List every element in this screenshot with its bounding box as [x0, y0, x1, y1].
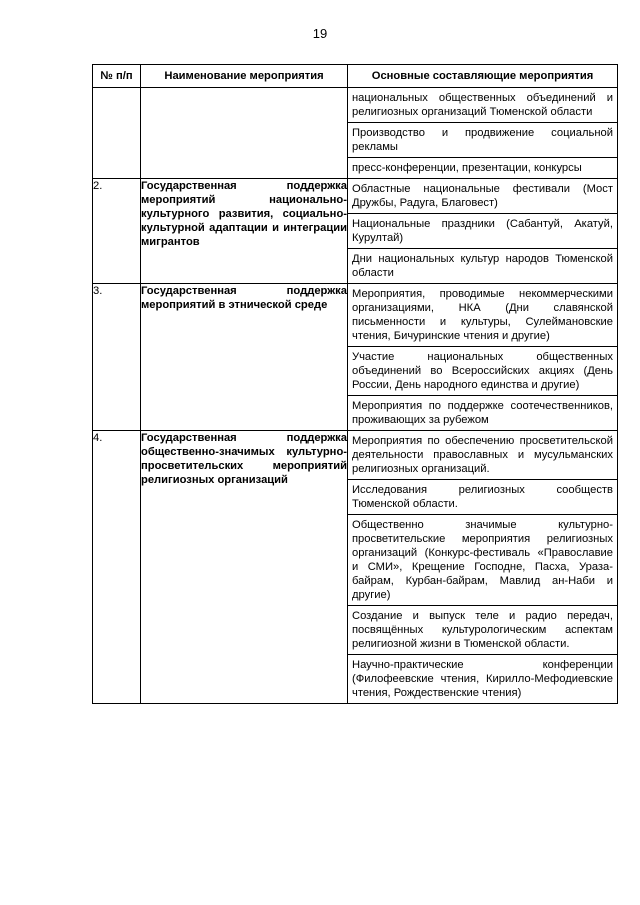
component-item: национальных общественных объединений и религиозных организаций Тюменской области — [352, 92, 613, 118]
component-item: Общественно значимые культурно-просветительские мероприятия религиозных организаций (Конкурс-фестиваль «Православие и СМИ», Крещение Господне, Пасха, Ураза-байрам, Курбан-байрам, Мавлид ан-Наби и другие) — [348, 514, 617, 605]
component-item: Производство и продвижение социальной рекламы — [348, 122, 617, 157]
component-item: Мероприятия по поддержке соотечественников, проживающих за рубежом — [348, 395, 617, 430]
component-item: Мероприятия, проводимые некоммерческими организациями, НКА (Дни славянской письменности и культуры, Сулеймановские чтения, Бичуринские чтения и другие) — [352, 288, 613, 342]
component-item: Участие национальных общественных объединений во Всероссийских акциях (День России, День народного единства и другие) — [348, 346, 617, 395]
table-row — [93, 88, 618, 179]
row-number: 3. — [93, 284, 141, 431]
component-item: Мероприятия по обеспечению просветительской деятельности православных и мусульманских религиозных организаций. — [352, 435, 613, 475]
events-table — [92, 64, 618, 704]
event-name: Государственная поддержка общественно-значимых культурно-просветительских мероприятий религиозных организаций — [141, 431, 348, 704]
component-item: Областные национальные фестивали (Мост Дружбы, Радуга, Благовест) — [352, 183, 613, 209]
event-name: Государственная поддержка мероприятий в этнической среде — [141, 284, 348, 431]
component-item: Создание и выпуск теле и радио передач, посвящённых культурологическим аспектам религиозной жизни в Тюменской области. — [348, 605, 617, 654]
row-number: 2. — [93, 179, 141, 284]
event-components — [348, 431, 618, 704]
header-event-name: Наименование мероприятия — [141, 65, 348, 88]
table-row — [93, 431, 618, 704]
table-header-row — [93, 65, 618, 88]
event-components — [348, 88, 618, 179]
component-item: Исследования религиозных сообществ Тюменской области. — [348, 479, 617, 514]
row-number: 4. — [93, 431, 141, 704]
page-number: 19 — [312, 26, 328, 41]
table-row — [93, 179, 618, 284]
table-row — [93, 284, 618, 431]
header-number: № п/п — [93, 65, 141, 88]
event-name: Государственная поддержка мероприятий национально-культурного развития, социально-культурной адаптации и интеграции мигрантов — [141, 179, 348, 284]
component-item: Дни национальных культур народов Тюменской области — [348, 248, 617, 283]
component-item: пресс-конференции, презентации, конкурсы — [348, 157, 617, 178]
component-item: Научно-практические конференции (Филофеевские чтения, Кирилло-Мефодиевские чтения, Рождественские чтения) — [348, 654, 617, 703]
event-components — [348, 179, 618, 284]
event-name — [141, 88, 348, 179]
event-components — [348, 284, 618, 431]
component-item: Национальные праздники (Сабантуй, Акатуй, Курултай) — [348, 213, 617, 248]
row-number — [93, 88, 141, 179]
header-components: Основные составляющие мероприятия — [348, 65, 618, 88]
